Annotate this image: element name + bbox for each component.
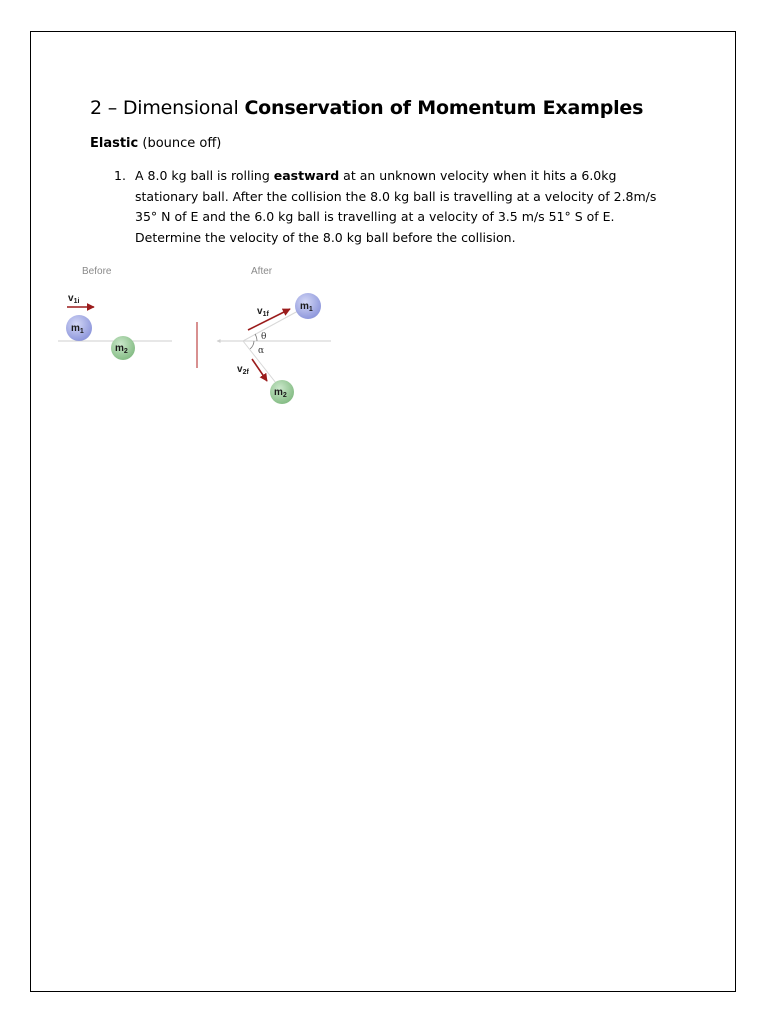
problem-text-bold: eastward xyxy=(273,168,340,183)
title-bold: Conservation of Momentum Examples xyxy=(244,97,644,119)
title-number: 2 – Dimensional xyxy=(90,97,245,119)
page-title xyxy=(90,96,643,120)
problem-text xyxy=(135,166,674,249)
before-caption: Before xyxy=(82,266,112,277)
v2f-label: $v_{2f}$ xyxy=(237,364,249,376)
collision-diagram xyxy=(54,262,344,412)
after-ball-m2-label: $m_2$ xyxy=(274,387,287,399)
collision-diagram-svg xyxy=(54,262,344,412)
alpha-label: α xyxy=(258,346,265,356)
theta-label: θ xyxy=(261,332,267,342)
section-label-rest: (bounce off) xyxy=(138,136,222,151)
section-label-bold: Elastic xyxy=(90,136,139,151)
section-heading xyxy=(90,135,221,153)
v1f-label: $v_{1f}$ xyxy=(257,306,269,318)
after-caption: After xyxy=(251,266,273,277)
problem-number: 1. xyxy=(114,168,126,183)
after-ball-m1-label: $m_1$ xyxy=(300,301,313,313)
problem-text-part1: A 8.0 kg ball is rolling xyxy=(135,168,274,183)
v1i-label: $v_{1i}$ xyxy=(68,293,80,305)
problem-item xyxy=(114,166,674,249)
alpha-arc xyxy=(250,341,254,349)
problem-text-part2: at an unknown velocity when it hits a 6.0kg stationary ball. After the collision the 8.0 kg ball is travelling at a velocity of 2.8m/s 35° N of E and the 6.0 kg ball is travelling at a velocity of 3.5 m/s 51° S of E. Determine the velocity of the 8.0 kg ball before the collision. xyxy=(135,168,657,246)
after-path-m1 xyxy=(243,311,298,341)
theta-arc xyxy=(255,334,257,341)
before-ball-m2-label: $m_2$ xyxy=(115,343,128,355)
before-ball-m1-label: $m_1$ xyxy=(71,323,84,335)
